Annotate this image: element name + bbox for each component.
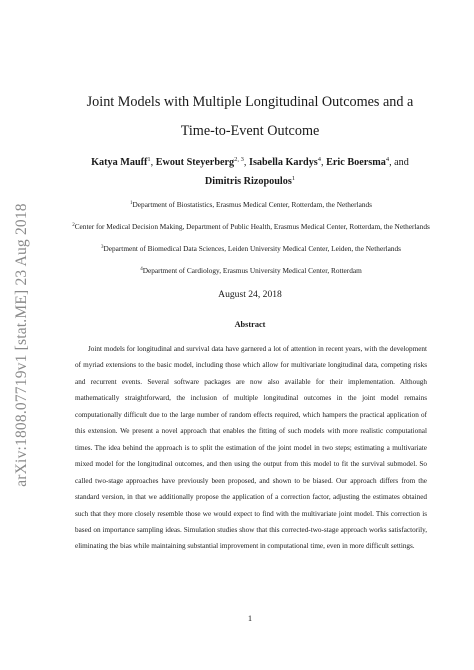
affiliation-item [62, 263, 440, 278]
abstract-body: Joint models for longitudinal and survival data have garnered a lot of attention in recent years, with the development of myriad extensions to the basic model, including those which allow for multivariate longitudinal data, competing risks and recurrent events. Several software packages are now also available for their implementation. Although mathematically straightforward, the inclusion of multiple longitudinal outcomes in the joint model remains computationally difficult due to the large number of random effects required, which hampers the practical application of this extension. We present a novel approach that enables the fitting of such models with more realistic computational times. The idea behind the approach is to split the estimation of the joint model in two steps; estimating a multivariate mixed model for the longitudinal outcomes, and then using the output from this model to fit the survival submodel. So called two-stage approaches have previously been proposed, and shown to be biased. Our approach differs from the standard version, in that we additionally propose the application of a correction factor, adjusting the estimates obtained such that they more closely resemble those we would expect to find with the multivariate joint model. This correction is based on importance sampling ideas. Simulation studies show that this corrected-two-stage approach works satisfactorily, eliminating the bias while maintaining substantial improvement in computational time, even in more difficult settings. [75, 345, 427, 551]
affiliation-list [62, 197, 440, 285]
arxiv-identifier-text: arXiv:1808.07719v1 [stat.ME] 23 Aug 2018 [13, 203, 30, 487]
author-separator: , [243, 157, 249, 168]
author-name: Ewout Steyerberg [155, 157, 235, 168]
affiliation-text: Department of Biostatistics, Erasmus Medical Center, Rotterdam, the Netherlands [132, 200, 372, 209]
publication-date: August 24, 2018 [218, 289, 282, 300]
paper-title [60, 88, 440, 146]
affiliation-text: Center for Medical Decision Making, Department of Public Health, Erasmus Medical Center, Rotterdam, the Netherlands [74, 222, 430, 231]
author-name: Dimitris Rizopoulos [204, 176, 292, 187]
author-affiliation-marker: 1 [147, 156, 151, 163]
affiliation-marker: 4 [140, 267, 143, 272]
author-name: Isabella Kardys [248, 157, 318, 168]
author-name: Katya Mauff [91, 157, 148, 168]
page-number: 1 [247, 613, 253, 623]
affiliation-item [62, 197, 440, 212]
author-separator: , [321, 157, 327, 168]
arxiv-identifier-stamp [0, 175, 44, 515]
author-affiliation-marker: 4 [317, 156, 322, 163]
affiliation-marker: 1 [130, 201, 133, 206]
affiliation-text: Department of Cardiology, Erasmus University Medical Center, Rotterdam [142, 266, 362, 275]
author-list [60, 153, 440, 191]
author-affiliation-marker: 1 [291, 175, 296, 182]
affiliation-item [62, 219, 440, 234]
paper-title-line-2: Time-to-Event Outcome [180, 123, 320, 139]
affiliation-item [62, 241, 440, 256]
author-name: Eric Boersma [326, 157, 386, 168]
paper-title-line-1: Joint Models with Multiple Longitudinal Outcomes and a [86, 94, 414, 110]
author-affiliation-marker: 4 [385, 156, 390, 163]
author-separator: , [150, 157, 156, 168]
abstract-heading: Abstract [234, 320, 266, 329]
author-conjunction: , and [389, 157, 409, 168]
affiliation-marker: 3 [100, 245, 104, 250]
affiliation-marker: 2 [72, 223, 75, 228]
affiliation-text: Department of Biomedical Data Sciences, Leiden University Medical Center, Leiden, the Netherlands [103, 244, 402, 253]
author-affiliation-marker: 2, 3 [234, 156, 244, 163]
